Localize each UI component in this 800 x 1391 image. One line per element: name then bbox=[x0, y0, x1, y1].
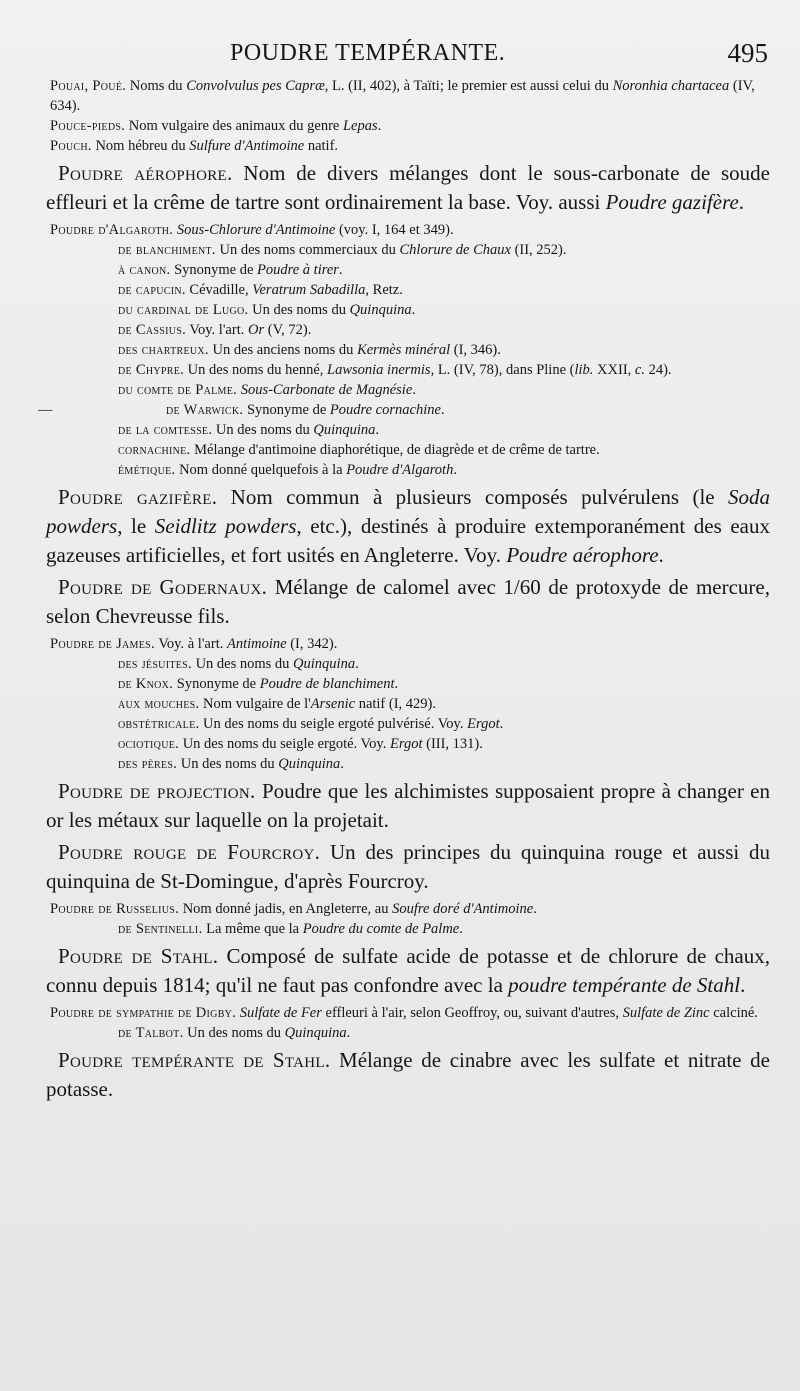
dash bbox=[50, 440, 118, 460]
entry-canon bbox=[50, 260, 770, 280]
entry-italic: Lepas bbox=[342, 118, 378, 134]
entry-italic: Quinquina bbox=[278, 756, 341, 772]
entry-text: calciné. bbox=[709, 1005, 758, 1021]
entry-head: aux mouches. bbox=[118, 696, 200, 712]
entry-italic: Ergot bbox=[389, 736, 423, 752]
entry-poudre-fourcroy bbox=[46, 838, 770, 896]
entry-mouches bbox=[50, 694, 770, 714]
dash bbox=[50, 360, 118, 380]
entry-text: Un des noms du bbox=[191, 656, 294, 672]
entry-text: Composé de sulfate acide de potasse et de chlorure de chaux, connu depuis 1814; qu'il ne faut pas confondre avec la bbox=[46, 944, 770, 997]
entry-text: . bbox=[338, 262, 343, 278]
entry-italic: Poudre cornachine bbox=[329, 402, 441, 418]
entry-head: de capucin. bbox=[118, 282, 186, 298]
entry-text: . bbox=[658, 543, 664, 567]
entry-text: , le bbox=[117, 514, 155, 538]
entry-knox bbox=[50, 674, 770, 694]
entry-text: natif (I, 429). bbox=[355, 696, 436, 712]
entry-italic: Sous-Chlorure d'Antimoine bbox=[176, 222, 336, 238]
dash bbox=[50, 919, 118, 939]
entry-text: Mélange de cinabre avec les sulfate et nitrate de potasse. bbox=[46, 1048, 770, 1101]
entry-text: (I, 346). bbox=[450, 342, 501, 358]
entry-emetique bbox=[50, 460, 770, 480]
entry-poudre-godernaux bbox=[46, 573, 770, 631]
entry-russelius bbox=[50, 899, 770, 919]
entry-text: Synonyme de bbox=[170, 262, 258, 278]
entry-peres bbox=[50, 754, 770, 774]
entry-text: . bbox=[738, 190, 745, 214]
entry-head: des chartreux. bbox=[118, 342, 209, 358]
entry-digby bbox=[50, 1003, 770, 1023]
entry-palme bbox=[50, 380, 770, 400]
entry-italic: Noronhia chartacea bbox=[612, 78, 730, 94]
entry-text: (voy. I, 164 et 349). bbox=[335, 222, 454, 238]
entry-italic: Seidlitz powders bbox=[154, 514, 297, 538]
entry-poudre-temperante-stahl bbox=[46, 1046, 770, 1104]
entry-head: Pouce-pieds. bbox=[50, 118, 126, 134]
entry-head: à canon. bbox=[118, 262, 171, 278]
entry-italic: Sulfate de Fer bbox=[239, 1005, 322, 1021]
entry-text: (II, 252). bbox=[510, 242, 567, 258]
entry-head: Poudre rouge de Fourcroy. bbox=[58, 840, 321, 864]
entry-text: Voy. à l'art. bbox=[154, 636, 227, 652]
entry-text: Mélange d'antimoine diaphorétique, de diagrède et de crême de tartre. bbox=[190, 442, 600, 458]
entry-text: . bbox=[440, 402, 445, 418]
entry-algaroth bbox=[50, 220, 770, 240]
entry-text: Voy. l'art. bbox=[186, 322, 248, 338]
entry-text: . bbox=[459, 921, 463, 937]
entry-italic: Poudre de blanchiment bbox=[259, 676, 395, 692]
entry-poudre-projection bbox=[46, 777, 770, 835]
entry-italic: Sous-Carbonate de Magnésie bbox=[240, 382, 413, 398]
dash bbox=[50, 320, 118, 340]
entry-text: , L. (IV, 78), dans Pline ( bbox=[430, 362, 575, 378]
dash bbox=[50, 694, 118, 714]
dash bbox=[50, 420, 118, 440]
entry-head: Poudre tempérante de Stahl. bbox=[58, 1048, 331, 1072]
entry-text: . bbox=[453, 462, 457, 478]
entry-text: . bbox=[340, 756, 344, 772]
entry-pouch bbox=[50, 136, 770, 156]
entry-cornachine bbox=[50, 440, 770, 460]
entry-italic: Chlorure de Chaux bbox=[399, 242, 511, 258]
entry-italic: Kermès minéral bbox=[357, 342, 451, 358]
entry-comtesse bbox=[50, 420, 770, 440]
entry-italic: Antimoine bbox=[226, 636, 287, 652]
entry-talbot bbox=[50, 1023, 770, 1043]
entry-italic: Poudre gazifère bbox=[605, 190, 739, 214]
entry-head: des jésuites. bbox=[118, 656, 192, 672]
page-number: 495 bbox=[727, 38, 768, 68]
entry-italic: poudre tempérante de Stahl bbox=[508, 973, 741, 997]
entry-text: (IV, 634). bbox=[50, 78, 755, 114]
entry-text: Synonyme de bbox=[243, 402, 330, 418]
entry-sentinelli bbox=[50, 919, 770, 939]
entry-italic: Poudre à tirer bbox=[257, 262, 339, 278]
entry-head: de Chypre. bbox=[118, 362, 185, 378]
entry-text: Poudre que les alchimistes supposaient propre à changer en or les métaux sur laquelle on la projetait. bbox=[46, 779, 770, 832]
entry-text: Un des noms du bbox=[212, 422, 314, 438]
entry-italic: Quinquina bbox=[293, 656, 356, 672]
dash bbox=[50, 754, 118, 774]
entry-italic: Convolvulus pes Capræ bbox=[186, 78, 325, 94]
entry-text: Nom commun à plusieurs composés pulvérulens (le bbox=[217, 485, 728, 509]
entry-head: Poudre d'Algaroth. bbox=[50, 222, 174, 238]
entry-obstetricale bbox=[50, 714, 770, 734]
entry-ociotique bbox=[50, 734, 770, 754]
entry-head: Poudre de Godernaux. bbox=[58, 575, 268, 599]
entry-text: Un des noms du bbox=[183, 1025, 285, 1041]
entry-text: . bbox=[375, 422, 380, 438]
entry-italic: Lawsonia inermis bbox=[327, 362, 431, 378]
entry-head: Poudre de projection. bbox=[58, 779, 256, 803]
entry-italic: Quinquina bbox=[284, 1025, 347, 1041]
entry-text: . bbox=[394, 676, 399, 692]
entry-chypre bbox=[50, 360, 770, 380]
entry-text: , L. (II, 402), à Taïti; le premier est aussi celui du bbox=[324, 78, 613, 94]
entry-text: . bbox=[411, 302, 416, 318]
entry-head: du comte de Palme. bbox=[118, 382, 238, 398]
entry-pouce-pieds bbox=[50, 116, 770, 136]
entry-text: . bbox=[346, 1025, 351, 1041]
entry-text: Un des noms du seigle ergoté. Voy. bbox=[179, 736, 390, 752]
entry-text: Un des noms du henné, bbox=[184, 362, 328, 378]
entry-head: Poudre de Russelius. bbox=[50, 901, 180, 917]
entry-james bbox=[50, 634, 770, 654]
dash bbox=[50, 460, 118, 480]
entry-text: effleuri à l'air, selon Geoffroy, ou, suivant d'autres, bbox=[321, 1005, 623, 1021]
page-header bbox=[0, 38, 800, 78]
entry-italic: Soda powders bbox=[46, 485, 770, 538]
entry-text: Nom hébreu du bbox=[91, 138, 190, 154]
entry-italic: Quinquina bbox=[349, 302, 412, 318]
dash bbox=[50, 280, 118, 300]
entry-text: 24). bbox=[644, 362, 672, 378]
entry-text: Nom vulgaire des animaux du genre bbox=[125, 118, 343, 134]
entry-text: Synonyme de bbox=[173, 676, 260, 692]
entry-italic: c. bbox=[634, 362, 645, 378]
entry-head: du cardinal de Lugo. bbox=[118, 302, 249, 318]
entry-text: (V, 72). bbox=[264, 322, 312, 338]
entry-head: de Talbot. bbox=[118, 1025, 184, 1041]
entry-cardinal bbox=[50, 300, 770, 320]
entry-text: Un des noms du bbox=[177, 756, 279, 772]
entry-poudre-stahl bbox=[46, 942, 770, 1000]
entry-text: . bbox=[377, 118, 382, 134]
entry-text: Nom donné quelquefois à la bbox=[175, 462, 347, 478]
entry-text: , etc.), destinés à produire extemporanément des eaux gazeuses artificielles, et fort usités en Angleterre. Voy. bbox=[46, 514, 770, 567]
entry-head: obstétricale. bbox=[118, 716, 200, 732]
entry-text: Un des anciens noms du bbox=[208, 342, 358, 358]
entry-head: Poudre aérophore. bbox=[58, 161, 233, 185]
entry-text: . bbox=[533, 901, 537, 917]
entry-text: Mélange de calomel avec 1/60 de protoxyde de mercure, selon Chevreusse fils. bbox=[46, 575, 770, 628]
entry-chartreux bbox=[50, 340, 770, 360]
dash bbox=[50, 1023, 118, 1043]
dash bbox=[50, 300, 118, 320]
dash bbox=[50, 380, 118, 400]
entry-text: XXII, bbox=[593, 362, 635, 378]
entry-text: Nom vulgaire de l' bbox=[199, 696, 311, 712]
entry-text: . bbox=[355, 656, 359, 672]
entry-text: (III, 131). bbox=[422, 736, 483, 752]
entry-text: Un des principes du quinquina rouge et aussi du quinquina de St-Domingue, d'après Fourcroy. bbox=[46, 840, 770, 893]
dash bbox=[50, 714, 118, 734]
dictionary-column bbox=[38, 76, 770, 1107]
dash bbox=[50, 400, 118, 420]
entry-warwick bbox=[38, 400, 770, 420]
dash bbox=[50, 260, 118, 280]
entry-text: (I, 342). bbox=[286, 636, 338, 652]
entry-italic: Ergot bbox=[467, 716, 500, 732]
entry-poudre-gazifere bbox=[46, 483, 770, 570]
entry-text: Cévadille, bbox=[185, 282, 253, 298]
entry-text: . bbox=[499, 716, 504, 732]
dash: — bbox=[38, 402, 53, 418]
entry-head: ociotique. bbox=[118, 736, 180, 752]
entry-head: Poudre de Stahl. bbox=[58, 944, 219, 968]
entry-italic: Poudre du comte de Palme bbox=[302, 921, 460, 937]
entry-italic: lib. bbox=[574, 362, 594, 378]
dash bbox=[50, 240, 118, 260]
entry-head: de Warwick. bbox=[166, 402, 244, 418]
entry-head: cornachine. bbox=[118, 442, 191, 458]
entry-head: Poudre de sympathie de Digby. bbox=[50, 1005, 237, 1021]
entry-italic: Quinquina bbox=[313, 422, 376, 438]
entry-italic: Or bbox=[247, 322, 265, 338]
entry-italic: Poudre aérophore bbox=[506, 543, 659, 567]
dash bbox=[50, 654, 118, 674]
entry-text: , Retz. bbox=[365, 282, 403, 298]
running-title: POUDRE TEMPÉRANTE. bbox=[230, 40, 506, 66]
entry-text: . bbox=[740, 973, 746, 997]
entry-head: de Sentinelli. bbox=[118, 921, 203, 937]
entry-italic: Poudre d'Algaroth bbox=[346, 462, 454, 478]
dash bbox=[50, 340, 118, 360]
entry-blanchiment bbox=[50, 240, 770, 260]
entry-head: Pouch. bbox=[50, 138, 92, 154]
dash bbox=[50, 734, 118, 754]
entry-text: . bbox=[412, 382, 416, 398]
entry-head: de la comtesse. bbox=[118, 422, 213, 438]
entry-head: Poudre gazifère. bbox=[58, 485, 218, 509]
entry-text: Noms du bbox=[126, 78, 187, 94]
entry-text: Un des noms du bbox=[248, 302, 350, 318]
entry-head: des pères. bbox=[118, 756, 178, 772]
entry-head: de Cassius. bbox=[118, 322, 187, 338]
entry-text: natif. bbox=[304, 138, 339, 154]
entry-text: Un des noms commerciaux du bbox=[215, 242, 400, 258]
entry-poudre-aerophore bbox=[46, 159, 770, 217]
entry-italic: Sulfure d'Antimoine bbox=[189, 138, 305, 154]
entry-italic: Arsenic bbox=[310, 696, 356, 712]
entry-capucin bbox=[50, 280, 770, 300]
entry-text: Nom donné jadis, en Angleterre, au bbox=[179, 901, 393, 917]
entry-italic: Soufre doré d'Antimoine bbox=[392, 901, 534, 917]
entry-jesuites bbox=[50, 654, 770, 674]
entry-head: Pouai, Poué. bbox=[50, 78, 127, 94]
entry-head: de blanchiment. bbox=[118, 242, 216, 258]
entry-pouai bbox=[50, 76, 770, 116]
entry-italic: Sulfate de Zinc bbox=[622, 1005, 710, 1021]
entry-text: La même que la bbox=[202, 921, 303, 937]
entry-head: émétique. bbox=[118, 462, 176, 478]
entry-head: Poudre de James. bbox=[50, 636, 155, 652]
entry-head: de Knox. bbox=[118, 676, 174, 692]
entry-text: Nom de divers mélanges dont le sous-carbonate de soude effleuri et la crême de tartre sont ordinairement la base. Voy. aussi bbox=[46, 161, 770, 214]
entry-italic: Veratrum Sabadilla bbox=[252, 282, 366, 298]
entry-cassius bbox=[50, 320, 770, 340]
entry-text: Un des noms du seigle ergoté pulvérisé. Voy. bbox=[199, 716, 468, 732]
dash bbox=[50, 674, 118, 694]
